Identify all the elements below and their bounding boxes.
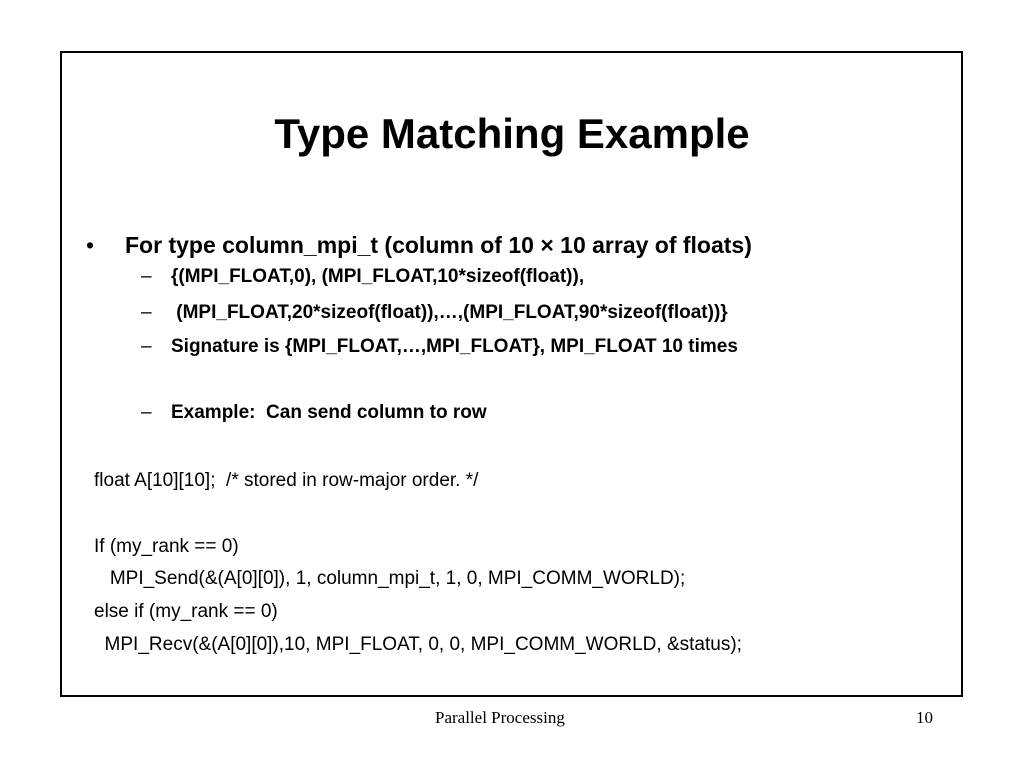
dash-mark: – [141,266,152,287]
slide-title: Type Matching Example [274,110,750,157]
bullet-item [86,229,752,261]
bullet-text: For type column_mpi_t (column of 10 × 10 array of floats) [125,232,752,258]
code-line: MPI_Recv(&(A[0][0]),10, MPI_FLOAT, 0, 0, MPI_COMM_WORLD, &status); [94,634,742,655]
sub-item-signature-part-1 [141,264,584,290]
code-line: MPI_Send(&(A[0][0]), 1, column_mpi_t, 1, 0, MPI_COMM_WORLD); [94,568,686,589]
sub-item-signature-part-2 [141,300,728,326]
dash-mark: – [141,302,152,323]
bullet-mark: • [86,232,95,258]
code-line: float A[10][10]; /* stored in row-major order. */ [94,470,479,491]
code-line: else if (my_rank == 0) [94,601,278,622]
dash-mark: – [141,402,152,423]
code-line: If (my_rank == 0) [94,536,239,557]
footer-page-number: 10 [916,708,933,727]
footer-course-title: Parallel Processing [435,708,565,727]
sub-item-text: {(MPI_FLOAT,0), (MPI_FLOAT,10*sizeof(float)), [171,266,585,287]
sub-item-text: (MPI_FLOAT,20*sizeof(float)),…,(MPI_FLOAT,90*sizeof(float))} [171,302,728,323]
dash-mark: – [141,336,152,357]
sub-item-signature-summary [141,334,738,360]
sub-item-text: Example: Can send column to row [171,402,487,423]
sub-item-text: Signature is {MPI_FLOAT,…,MPI_FLOAT}, MPI_FLOAT 10 times [171,336,738,357]
sub-item-example [141,400,487,426]
